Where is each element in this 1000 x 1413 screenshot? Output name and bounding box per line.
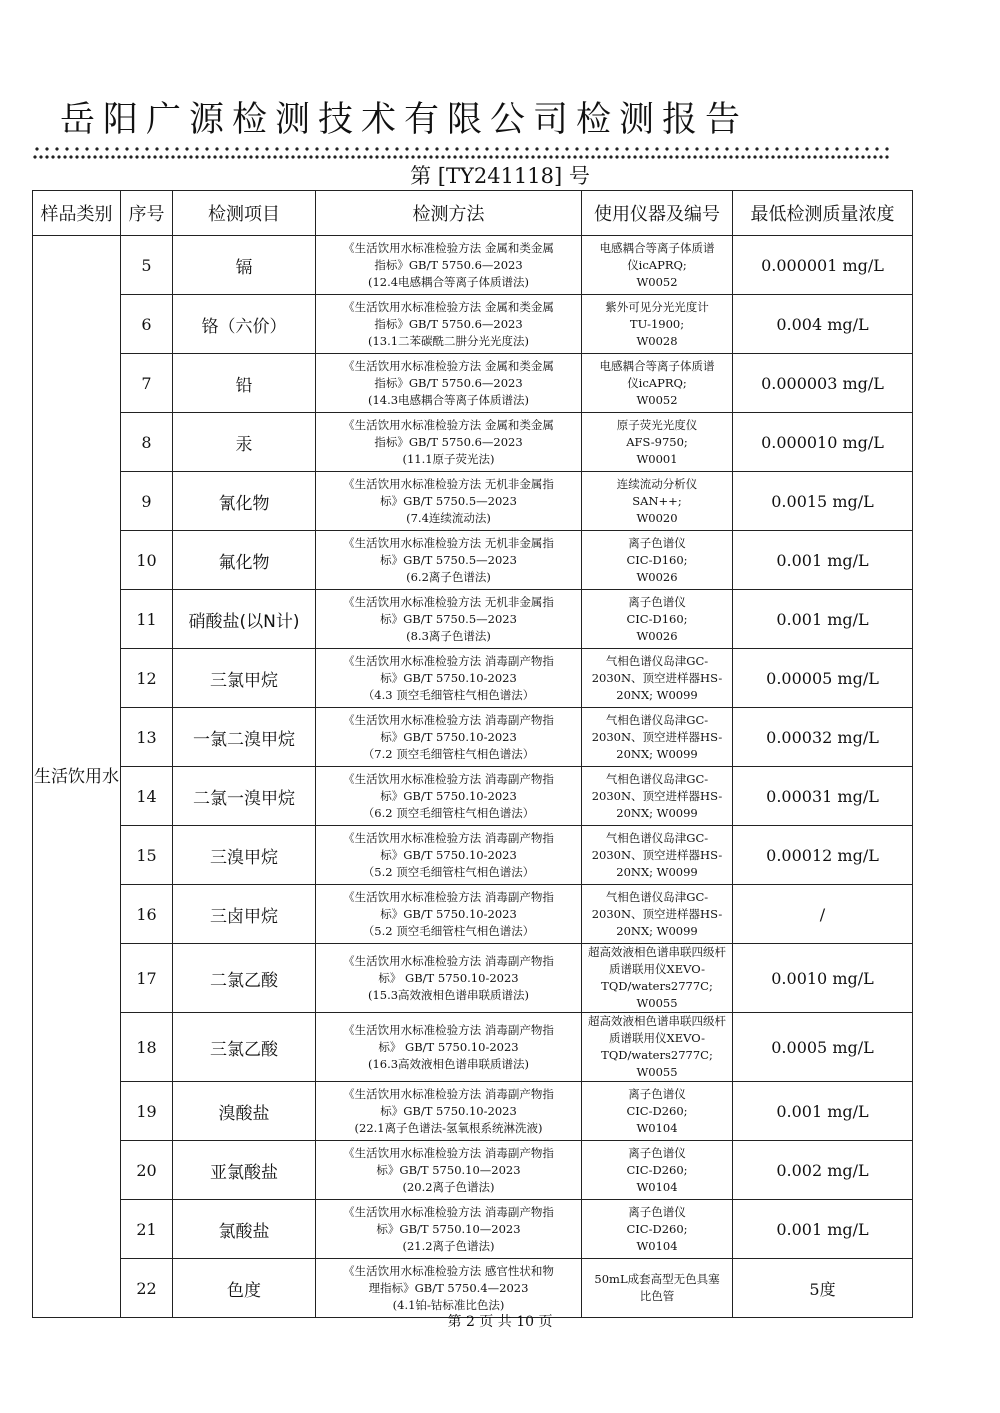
- instrument-cell: [582, 826, 733, 885]
- detection-limit-cell: 0.001 mg/L: [733, 1200, 913, 1259]
- instrument-line: W0026: [636, 628, 678, 643]
- table-row: [33, 590, 913, 649]
- instrument-line: 20NX; W0099: [616, 923, 698, 938]
- test-item-cell: 三氯乙酸: [173, 1013, 316, 1082]
- detection-limit-cell: 0.00005 mg/L: [733, 649, 913, 708]
- seq-cell: 15: [121, 826, 173, 885]
- method-cell: [316, 1013, 582, 1082]
- method-cell: [316, 1082, 582, 1141]
- seq-cell: 11: [121, 590, 173, 649]
- instrument-line: 超高效液相色谱串联四级杆: [588, 1014, 726, 1028]
- instrument-cell: [582, 1200, 733, 1259]
- instrument-line: 2030N、顶空进样器HS-: [591, 729, 723, 744]
- detection-limit-cell: 0.000003 mg/L: [733, 354, 913, 413]
- instrument-cell: [582, 413, 733, 472]
- col-header-instrument: 使用仪器及编号: [582, 191, 733, 236]
- test-item-cell: 亚氯酸盐: [173, 1141, 316, 1200]
- method-line: (4.1铂-钴标准比色法): [392, 1297, 505, 1312]
- method-cell: [316, 531, 582, 590]
- table-row: [33, 1259, 913, 1318]
- method-line: （5.2 顶空毛细管柱气相色谱法）: [362, 864, 535, 879]
- instrument-line: 50mL成套高型无色具塞: [594, 1272, 720, 1286]
- method-line: 《生活饮用水标准检验方法 消毒副产物指: [343, 1204, 554, 1219]
- method-line: 《生活饮用水标准检验方法 消毒副产物指: [343, 653, 554, 668]
- instrument-cell: [582, 590, 733, 649]
- method-cell: [316, 1259, 582, 1318]
- instrument-line: 电感耦合等离子体质谱: [599, 240, 715, 255]
- detection-limit-cell: 5度: [733, 1259, 913, 1318]
- method-cell: [316, 472, 582, 531]
- instrument-line: 电感耦合等离子体质谱: [599, 358, 715, 373]
- method-cell: [316, 944, 582, 1013]
- method-line: (8.3离子色谱法): [406, 628, 491, 643]
- method-line: 标》GB/T 5750.10—2023: [376, 1221, 521, 1236]
- detection-limit-cell: 0.001 mg/L: [733, 1082, 913, 1141]
- seq-cell: 7: [121, 354, 173, 413]
- method-line: 理指标》GB/T 5750.4—2023: [368, 1280, 529, 1295]
- method-line: 《生活饮用水标准检验方法 金属和类金属: [343, 299, 554, 314]
- instrument-cell: [582, 708, 733, 767]
- detection-limit-cell: 0.00031 mg/L: [733, 767, 913, 826]
- instrument-line: W0052: [636, 392, 678, 407]
- page-number: 第 2 页 共 10 页: [447, 1314, 553, 1330]
- detection-limit-cell: 0.00032 mg/L: [733, 708, 913, 767]
- method-line: 标》 GB/T 5750.10-2023: [378, 970, 519, 985]
- instrument-line: CIC-D160;: [626, 611, 688, 626]
- seq-cell: 9: [121, 472, 173, 531]
- method-line: 《生活饮用水标准检验方法 消毒副产物指: [343, 1022, 554, 1037]
- table-row: [33, 649, 913, 708]
- instrument-line: 气相色谱仪岛津GC-: [605, 653, 709, 668]
- instrument-line: 离子色谱仪: [628, 1204, 686, 1219]
- method-cell: [316, 649, 582, 708]
- instrument-line: 气相色谱仪岛津GC-: [605, 771, 709, 786]
- instrument-line: 20NX; W0099: [616, 687, 698, 702]
- method-cell: [316, 767, 582, 826]
- test-item-cell: 三卤甲烷: [173, 885, 316, 944]
- instrument-line: TU-1900;: [629, 316, 685, 331]
- method-line: （4.3 顶空毛细管柱气相色谱法）: [362, 687, 535, 702]
- method-cell: [316, 885, 582, 944]
- instrument-line: 2030N、顶空进样器HS-: [591, 670, 723, 685]
- instrument-line: TQD/waters2777C; W0055: [601, 979, 713, 1010]
- method-line: 《生活饮用水标准检验方法 消毒副产物指: [343, 1145, 554, 1160]
- method-line: （6.2 顶空毛细管柱气相色谱法）: [362, 805, 535, 820]
- test-item-cell: 氯酸盐: [173, 1200, 316, 1259]
- table-row: [33, 1141, 913, 1200]
- instrument-cell: [582, 649, 733, 708]
- test-item-cell: 溴酸盐: [173, 1082, 316, 1141]
- report-number: 第 [TY241118] 号: [410, 164, 590, 188]
- instrument-line: 紫外可见分光光度计: [605, 299, 709, 314]
- instrument-cell: [582, 1141, 733, 1200]
- detection-limit-cell: 0.00012 mg/L: [733, 826, 913, 885]
- instrument-line: 2030N、顶空进样器HS-: [591, 788, 723, 803]
- table-row: [33, 708, 913, 767]
- method-line: 标》GB/T 5750.10-2023: [380, 847, 517, 862]
- instrument-line: W0104: [636, 1120, 678, 1135]
- instrument-cell: [582, 354, 733, 413]
- instrument-line: 质谱联用仪XEVO-: [609, 1031, 705, 1045]
- table-row: [33, 472, 913, 531]
- instrument-line: CIC-D260;: [626, 1103, 688, 1118]
- method-line: 指标》GB/T 5750.6—2023: [374, 316, 523, 331]
- table-row: [33, 1013, 913, 1082]
- seq-cell: 18: [121, 1013, 173, 1082]
- dotted-divider: [32, 147, 890, 159]
- table-row: [33, 295, 913, 354]
- table-row: [33, 413, 913, 472]
- test-item-cell: 氰化物: [173, 472, 316, 531]
- method-line: 《生活饮用水标准检验方法 消毒副产物指: [343, 712, 554, 727]
- method-cell: [316, 826, 582, 885]
- method-cell: [316, 236, 582, 295]
- instrument-line: 20NX; W0099: [616, 864, 698, 879]
- method-cell: [316, 413, 582, 472]
- table-row: [33, 1082, 913, 1141]
- method-cell: [316, 295, 582, 354]
- test-item-cell: 镉: [173, 236, 316, 295]
- method-line: (12.4电感耦合等离子体质谱法): [367, 274, 530, 289]
- instrument-line: 气相色谱仪岛津GC-: [605, 830, 709, 845]
- seq-cell: 5: [121, 236, 173, 295]
- test-item-cell: 二氯一溴甲烷: [173, 767, 316, 826]
- report-title: 岳阳广源检测技术有限公司检测报告: [60, 100, 749, 140]
- method-line: 标》GB/T 5750.10—2023: [376, 1162, 521, 1177]
- instrument-line: TQD/waters2777C; W0055: [601, 1048, 713, 1079]
- table-row: [33, 354, 913, 413]
- table-row: [33, 1200, 913, 1259]
- method-line: (22.1离子色谱法-氢氧根系统淋洗液): [354, 1120, 543, 1135]
- test-item-cell: 色度: [173, 1259, 316, 1318]
- instrument-line: W0104: [636, 1238, 678, 1253]
- test-item-cell: 一氯二溴甲烷: [173, 708, 316, 767]
- test-item-cell: 铬（六价）: [173, 295, 316, 354]
- seq-cell: 8: [121, 413, 173, 472]
- col-header-seq: 序号: [121, 191, 173, 236]
- instrument-line: 超高效液相色谱串联四级杆: [588, 945, 726, 959]
- instrument-cell: [582, 1259, 733, 1318]
- method-line: 标》GB/T 5750.5—2023: [380, 493, 517, 508]
- test-item-cell: 硝酸盐(以N计): [173, 590, 316, 649]
- method-line: 标》GB/T 5750.5—2023: [380, 552, 517, 567]
- method-line: 《生活饮用水标准检验方法 金属和类金属: [343, 417, 554, 432]
- method-cell: [316, 1200, 582, 1259]
- method-line: 《生活饮用水标准检验方法 消毒副产物指: [343, 953, 554, 968]
- table-row: [33, 767, 913, 826]
- instrument-cell: [582, 767, 733, 826]
- detection-limit-cell: 0.000001 mg/L: [733, 236, 913, 295]
- method-line: (6.2离子色谱法): [406, 569, 491, 584]
- method-line: 标》GB/T 5750.10-2023: [380, 729, 517, 744]
- detection-limit-cell: /: [733, 885, 913, 944]
- method-cell: [316, 708, 582, 767]
- seq-cell: 12: [121, 649, 173, 708]
- instrument-line: W0020: [636, 510, 678, 525]
- test-items-table: [32, 190, 913, 1318]
- method-line: (16.3高效液相色谱串联质谱法): [367, 1056, 530, 1071]
- instrument-line: 比色管: [639, 1289, 675, 1303]
- instrument-line: 离子色谱仪: [628, 1086, 686, 1101]
- seq-cell: 21: [121, 1200, 173, 1259]
- table-row: [33, 531, 913, 590]
- sample-type-cell: 生活饮用水: [33, 236, 121, 1318]
- method-line: 《生活饮用水标准检验方法 无机非金属指: [343, 535, 554, 550]
- test-item-cell: 氟化物: [173, 531, 316, 590]
- instrument-line: 20NX; W0099: [616, 746, 698, 761]
- method-line: (14.3电感耦合等离子体质谱法): [367, 392, 530, 407]
- instrument-line: 仪icAPRQ;: [627, 375, 687, 390]
- instrument-cell: [582, 531, 733, 590]
- instrument-line: W0026: [636, 569, 678, 584]
- instrument-cell: [582, 295, 733, 354]
- instrument-line: 离子色谱仪: [628, 594, 686, 609]
- method-line: （7.2 顶空毛细管柱气相色谱法）: [362, 746, 535, 761]
- test-item-cell: 二氯乙酸: [173, 944, 316, 1013]
- instrument-cell: [582, 885, 733, 944]
- instrument-line: 质谱联用仪XEVO-: [609, 962, 705, 976]
- instrument-line: CIC-D160;: [626, 552, 688, 567]
- detection-limit-cell: 0.000010 mg/L: [733, 413, 913, 472]
- method-line: (20.2离子色谱法): [402, 1179, 495, 1194]
- instrument-line: 2030N、顶空进样器HS-: [591, 906, 723, 921]
- instrument-cell: [582, 1013, 733, 1082]
- seq-cell: 19: [121, 1082, 173, 1141]
- method-line: (7.4连续流动法): [406, 510, 491, 525]
- detection-limit-cell: 0.001 mg/L: [733, 590, 913, 649]
- method-line: 指标》GB/T 5750.6—2023: [374, 434, 523, 449]
- seq-cell: 20: [121, 1141, 173, 1200]
- seq-cell: 22: [121, 1259, 173, 1318]
- seq-cell: 17: [121, 944, 173, 1013]
- table-row: [33, 236, 913, 295]
- detection-limit-cell: 0.0015 mg/L: [733, 472, 913, 531]
- instrument-line: W0104: [636, 1179, 678, 1194]
- table-header-row: [33, 191, 913, 236]
- method-line: 《生活饮用水标准检验方法 感官性状和物: [343, 1263, 554, 1278]
- table-row: [33, 944, 913, 1013]
- detection-limit-cell: 0.0010 mg/L: [733, 944, 913, 1013]
- instrument-line: W0028: [636, 333, 678, 348]
- method-line: 标》GB/T 5750.5—2023: [380, 611, 517, 626]
- test-item-cell: 铅: [173, 354, 316, 413]
- detection-limit-cell: 0.002 mg/L: [733, 1141, 913, 1200]
- instrument-cell: [582, 1082, 733, 1141]
- method-line: 指标》GB/T 5750.6—2023: [374, 257, 523, 272]
- method-line: (11.1原子荧光法): [402, 451, 495, 466]
- instrument-line: 气相色谱仪岛津GC-: [605, 712, 709, 727]
- method-line: 《生活饮用水标准检验方法 金属和类金属: [343, 240, 554, 255]
- seq-cell: 10: [121, 531, 173, 590]
- instrument-line: 气相色谱仪岛津GC-: [605, 889, 709, 904]
- test-item-cell: 三氯甲烷: [173, 649, 316, 708]
- method-line: 《生活饮用水标准检验方法 无机非金属指: [343, 594, 554, 609]
- instrument-line: 2030N、顶空进样器HS-: [591, 847, 723, 862]
- method-line: 《生活饮用水标准检验方法 消毒副产物指: [343, 830, 554, 845]
- col-header-method: 检测方法: [316, 191, 582, 236]
- instrument-line: 原子荧光光度仪: [616, 417, 698, 432]
- method-line: （5.2 顶空毛细管柱气相色谱法）: [362, 923, 535, 938]
- method-line: 标》GB/T 5750.10-2023: [380, 670, 517, 685]
- method-line: 《生活饮用水标准检验方法 金属和类金属: [343, 358, 554, 373]
- col-header-limit: 最低检测质量浓度: [733, 191, 913, 236]
- method-line: (15.3高效液相色谱串联质谱法): [367, 987, 530, 1002]
- method-line: 标》GB/T 5750.10-2023: [380, 1103, 517, 1118]
- table-row: [33, 826, 913, 885]
- instrument-line: W0052: [636, 274, 678, 289]
- method-line: (13.1二苯碳酰二肼分光光度法): [367, 333, 530, 348]
- instrument-line: 仪icAPRQ;: [627, 257, 687, 272]
- instrument-line: 离子色谱仪: [628, 535, 686, 550]
- method-cell: [316, 354, 582, 413]
- table-body: [33, 236, 913, 1318]
- instrument-line: 20NX; W0099: [616, 805, 698, 820]
- method-line: 《生活饮用水标准检验方法 消毒副产物指: [343, 1086, 554, 1101]
- instrument-cell: [582, 236, 733, 295]
- detection-limit-cell: 0.0005 mg/L: [733, 1013, 913, 1082]
- seq-cell: 14: [121, 767, 173, 826]
- seq-cell: 6: [121, 295, 173, 354]
- instrument-line: 连续流动分析仪: [616, 476, 698, 491]
- col-header-sample-type: 样品类别: [33, 191, 121, 236]
- detection-limit-cell: 0.004 mg/L: [733, 295, 913, 354]
- instrument-line: CIC-D260;: [626, 1162, 688, 1177]
- method-line: 标》GB/T 5750.10-2023: [380, 788, 517, 803]
- method-line: 《生活饮用水标准检验方法 无机非金属指: [343, 476, 554, 491]
- method-line: 标》GB/T 5750.10-2023: [380, 906, 517, 921]
- method-line: 《生活饮用水标准检验方法 消毒副产物指: [343, 771, 554, 786]
- method-line: (21.2离子色谱法): [402, 1238, 495, 1253]
- instrument-cell: [582, 472, 733, 531]
- detection-limit-cell: 0.001 mg/L: [733, 531, 913, 590]
- col-header-item: 检测项目: [173, 191, 316, 236]
- instrument-cell: [582, 944, 733, 1013]
- instrument-line: SAN++;: [632, 493, 682, 508]
- method-line: 《生活饮用水标准检验方法 消毒副产物指: [343, 889, 554, 904]
- method-line: 指标》GB/T 5750.6—2023: [374, 375, 523, 390]
- table-row: [33, 885, 913, 944]
- test-item-cell: 汞: [173, 413, 316, 472]
- method-cell: [316, 590, 582, 649]
- instrument-line: 离子色谱仪: [628, 1145, 686, 1160]
- method-cell: [316, 1141, 582, 1200]
- test-item-cell: 三溴甲烷: [173, 826, 316, 885]
- instrument-line: CIC-D260;: [626, 1221, 688, 1236]
- instrument-line: AFS-9750;: [626, 434, 688, 449]
- instrument-line: W0001: [636, 451, 678, 466]
- method-line: 标》 GB/T 5750.10-2023: [378, 1039, 519, 1054]
- seq-cell: 16: [121, 885, 173, 944]
- seq-cell: 13: [121, 708, 173, 767]
